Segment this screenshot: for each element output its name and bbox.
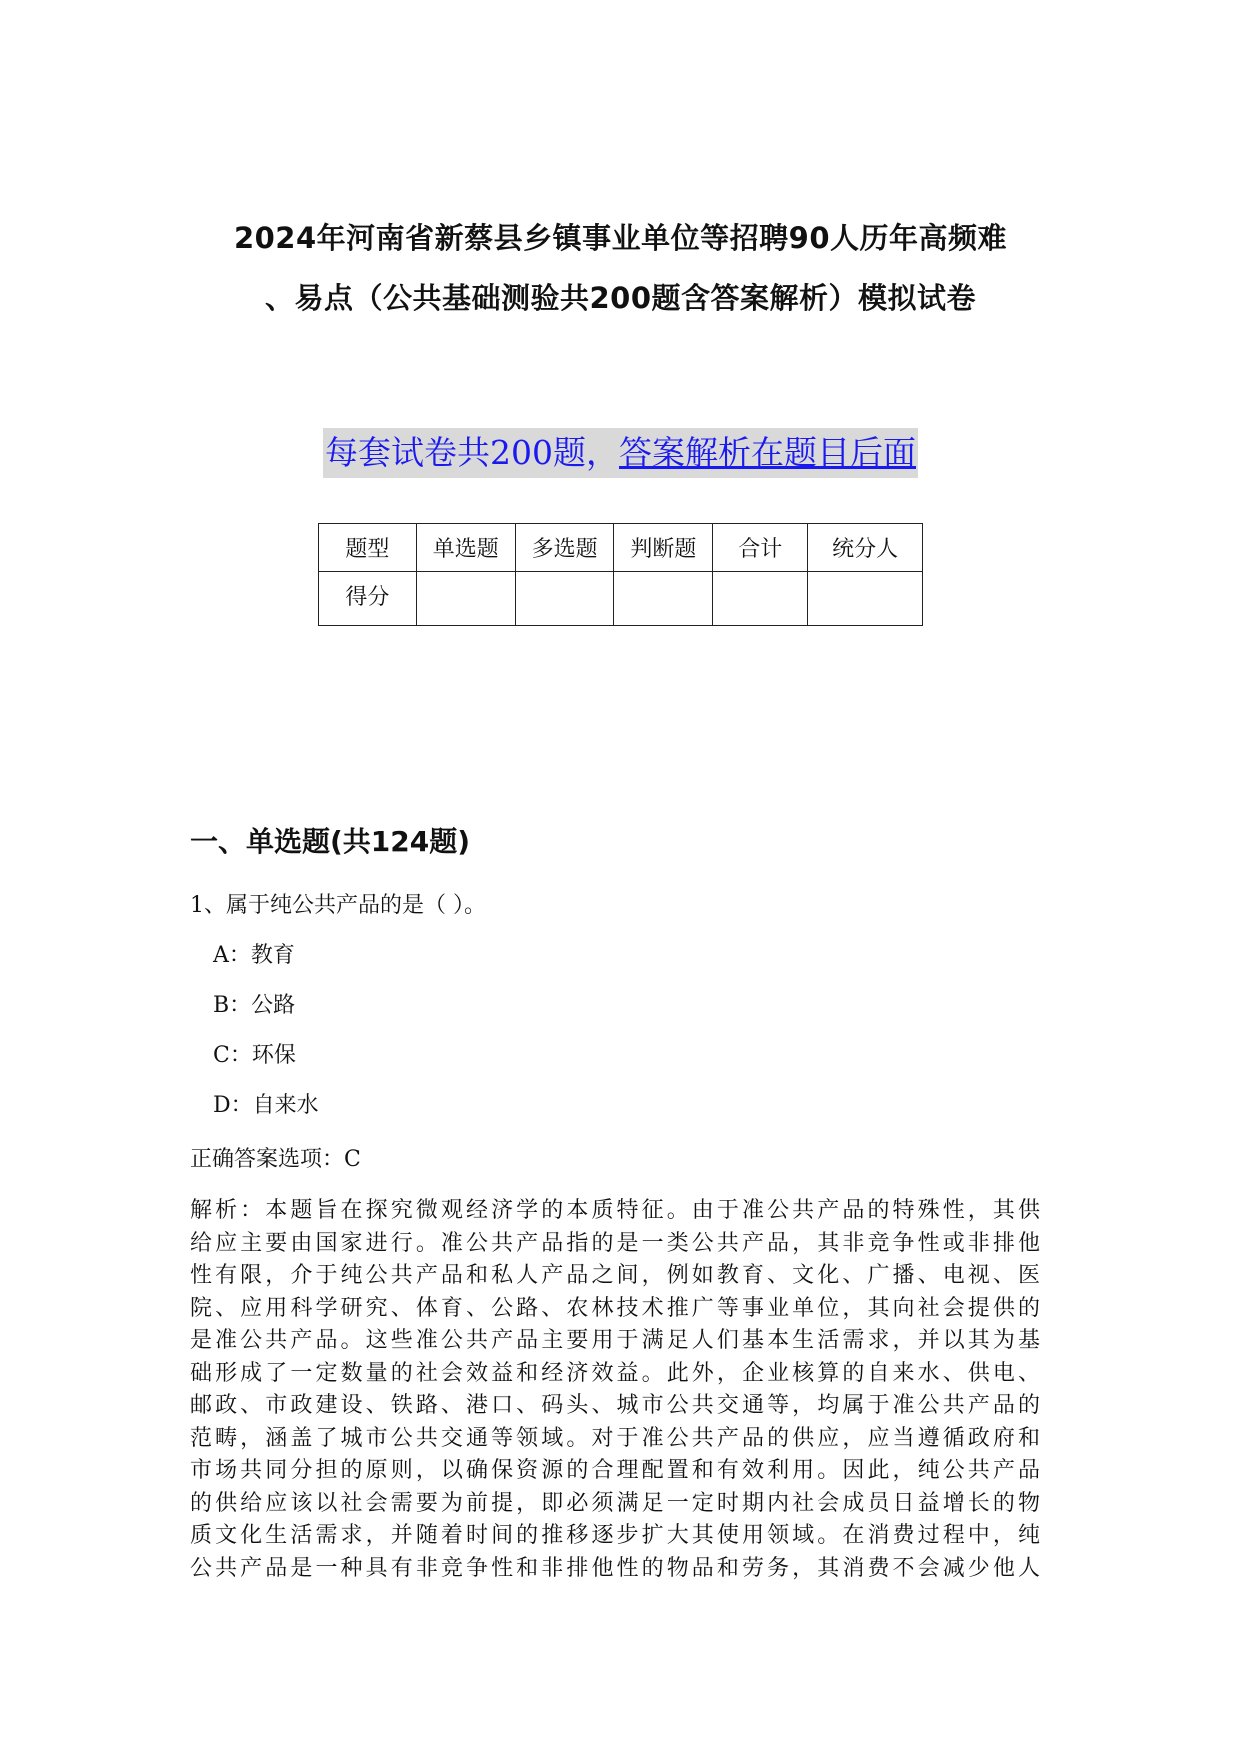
header-cell-scorer: 统分人: [808, 524, 923, 572]
analysis-line: 市场共同分担的原则，以确保资源的合理配置和有效利用。因此，纯公共产品: [190, 1458, 1040, 1483]
score-table: [318, 523, 923, 626]
score-cell-total: [713, 572, 808, 626]
option-d: D：自来水: [213, 1093, 319, 1118]
header-cell-total: 合计: [713, 524, 808, 572]
analysis-line: 范畴，涵盖了城市公共交通等领域。对于准公共产品的供应，应当遵循政府和: [190, 1425, 1040, 1451]
analysis-line: 院、应用科学研究、体育、公路、农林技术推广等事业单位，其向社会提供的: [190, 1295, 1040, 1321]
subtitle-prefix: 每套试卷共200题，: [325, 433, 619, 472]
option-c: C：环保: [213, 1043, 296, 1068]
analysis-line: 公共产品是一种具有非竞争性和非排他性的物品和劳务，其消费不会减少他人: [190, 1555, 1040, 1581]
section-title: 一、单选题(共124题): [190, 825, 471, 858]
option-a: A：教育: [213, 943, 295, 968]
header-cell-type: 题型: [319, 524, 417, 572]
analysis-line: 解析：本题旨在探究微观经济学的本质特征。由于准公共产品的特殊性，其供: [190, 1198, 1040, 1223]
title-line-2: 、易点（公共基础测验共200题含答案解析）模拟试卷: [264, 281, 977, 315]
analysis-line: 的供给应该以社会需要为前提，即必须满足一定时期内社会成员日益增长的物: [190, 1490, 1040, 1516]
score-row-label: 得分: [319, 572, 417, 626]
score-table-score-row: [319, 572, 923, 626]
subtitle-wrap: [0, 428, 1241, 478]
subtitle: [323, 428, 918, 478]
answer-link[interactable]: 答案解析在题目后面: [619, 433, 916, 472]
header-cell-single: 单选题: [416, 524, 515, 572]
question-stem: 1、属于纯公共产品的是（ ）。: [190, 893, 486, 918]
header-cell-multiple: 多选题: [515, 524, 614, 572]
analysis-line: 是准公共产品。这些准公共产品主要用于满足人们基本生活需求，并以其为基: [190, 1328, 1040, 1353]
analysis-line: 性有限，介于纯公共产品和私人产品之间，例如教育、文化、广播、电视、医: [190, 1263, 1040, 1288]
option-b: B：公路: [213, 993, 296, 1018]
score-cell-single: [416, 572, 515, 626]
analysis-line: 础形成了一定数量的社会效益和经济效益。此外，企业核算的自来水、供电、: [190, 1360, 1040, 1386]
score-table-header-row: [319, 524, 923, 572]
score-cell-multiple: [515, 572, 614, 626]
analysis-line: 给应主要由国家进行。准公共产品指的是一类公共产品，其非竞争性或非排他: [190, 1230, 1040, 1256]
title-line-1: 2024年河南省新蔡县乡镇事业单位等招聘90人历年高频难: [233, 221, 1008, 255]
score-cell-judge: [614, 572, 713, 626]
analysis-line: 邮政、市政建设、铁路、港口、码头、城市公共交通等，均属于准公共产品的: [190, 1393, 1040, 1418]
analysis-text: [190, 1195, 1040, 1585]
document-title: [190, 208, 1051, 328]
correct-answer: 正确答案选项：C: [190, 1147, 361, 1172]
header-cell-judge: 判断题: [614, 524, 713, 572]
score-cell-scorer: [808, 572, 923, 626]
analysis-line: 质文化生活需求，并随着时间的推移逐步扩大其使用领域。在消费过程中，纯: [190, 1523, 1040, 1548]
